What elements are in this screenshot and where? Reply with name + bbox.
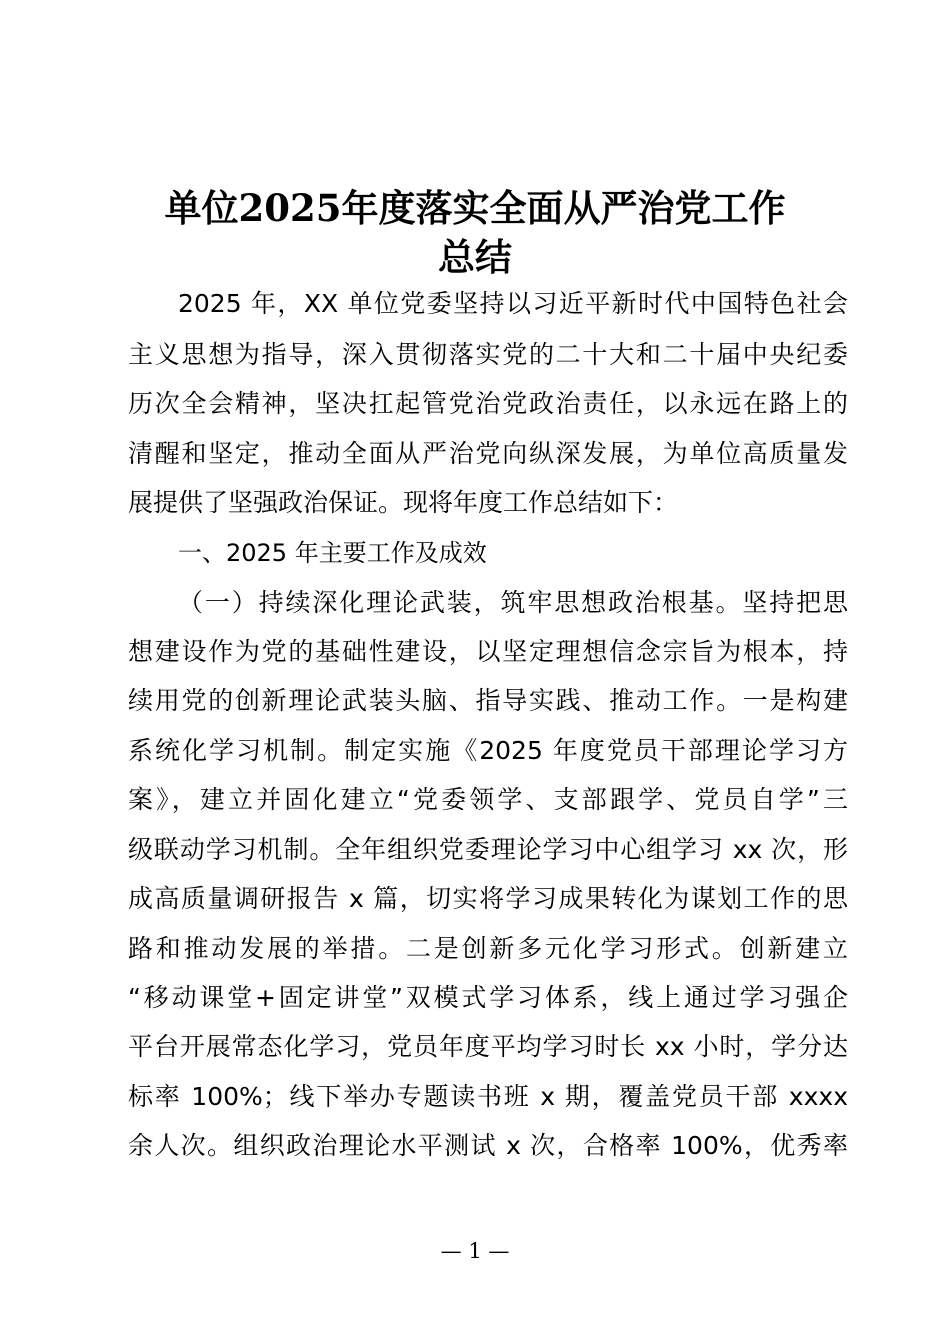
paragraph-line-12: 余人次。组织政治理论水平测试 x 次，合格率 100%，优秀率 xyxy=(128,1131,848,1160)
paragraph-line-2: 想建设作为党的基础性建设，以坚定理想信念宗旨为根本，持 xyxy=(128,637,848,666)
paragraph-line-9: “移动课堂+固定讲堂”双模式学习体系，线上通过学习强企 xyxy=(128,983,848,1012)
page-number: — 1 — xyxy=(440,1239,510,1263)
intro-line-2: 主义思想为指导，深入贯彻落实党的二十大和二十届中央纪委 xyxy=(128,340,848,369)
section-heading: 一、2025 年主要工作及成效 xyxy=(178,539,487,567)
intro-line-4: 清醒和坚定，推动全面从严治党向纵深发展，为单位高质量发 xyxy=(128,439,848,468)
paragraph-line-3: 续用党的创新理论武装头脑、指导实践、推动工作。一是构建 xyxy=(128,686,848,715)
paragraph-line-11: 标率 100%；线下举办专题读书班 x 期，覆盖党员干部 xxxx xyxy=(128,1082,848,1111)
intro-line-1: 2025 年，XX 单位党委坚持以习近平新时代中国特色社会 xyxy=(178,289,848,318)
document-title-line-1: 单位2025年度落实全面从严治党工作 xyxy=(164,186,786,230)
paragraph-line-6: 级联动学习机制。全年组织党委理论学习中心组学习 xx 次，形 xyxy=(128,835,848,864)
paragraph-line-5: 案》，建立并固化建立“党委领学、支部跟学、党员自学”三 xyxy=(128,785,848,814)
paragraph-line-4: 系统化学习机制。制定实施《2025 年度党员干部理论学习方 xyxy=(128,736,848,765)
intro-line-5: 展提供了坚强政治保证。现将年度工作总结如下： xyxy=(128,488,679,517)
paragraph-line-10: 平台开展常态化学习，党员年度平均学习时长 xx 小时，学分达 xyxy=(128,1032,848,1061)
paragraph-line-1: （一）持续深化理论武装，筑牢思想政治根基。坚持把思 xyxy=(178,588,848,617)
paragraph-line-8: 路和推动发展的举措。二是创新多元化学习形式。创新建立 xyxy=(128,934,848,963)
paragraph-line-7: 成高质量调研报告 x 篇，切实将学习成果转化为谋划工作的思 xyxy=(128,884,848,913)
document-title-line-2: 总结 xyxy=(438,235,512,279)
intro-line-3: 历次全会精神，坚决扛起管党治党政治责任，以永远在路上的 xyxy=(128,389,848,418)
